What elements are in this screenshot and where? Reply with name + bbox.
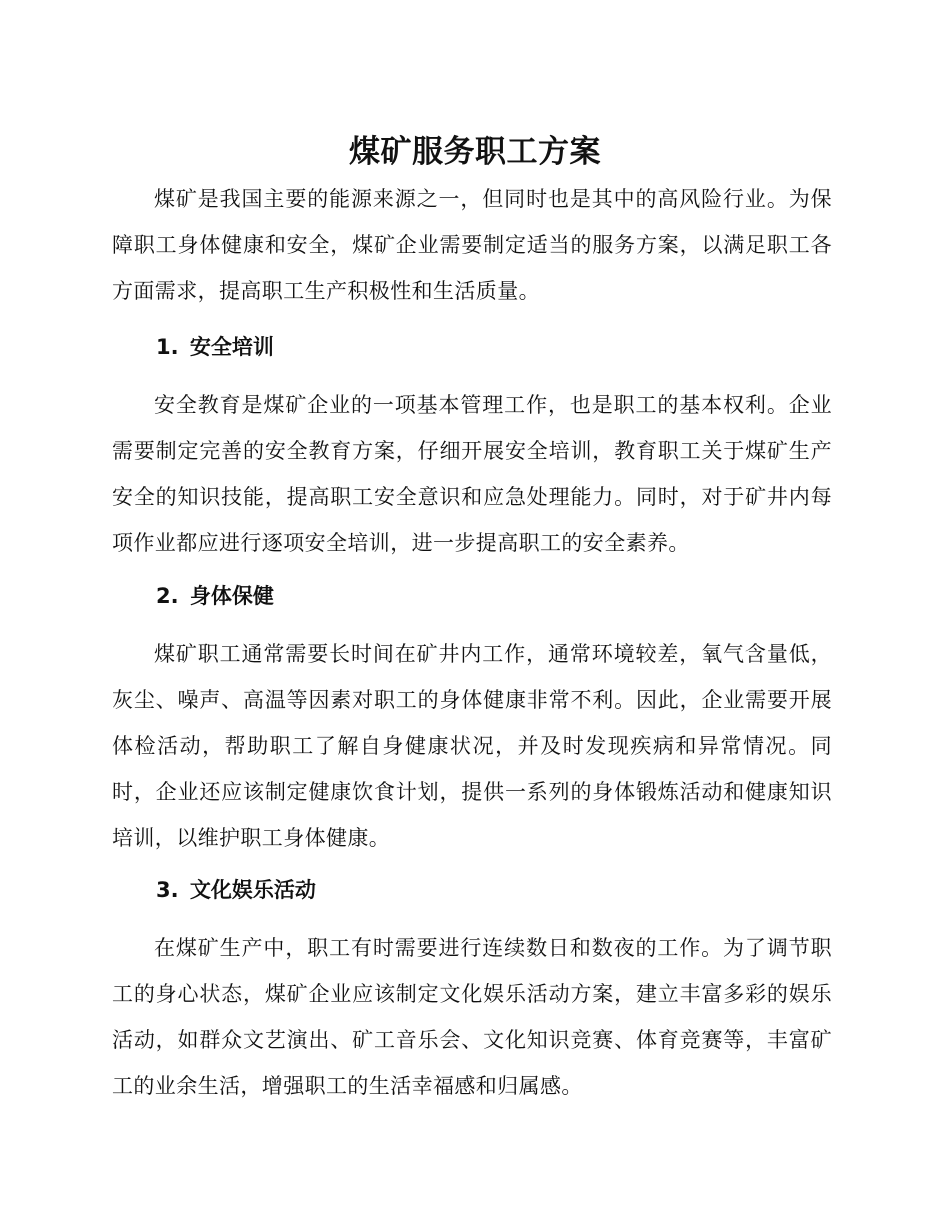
section-heading-safety-training bbox=[156, 327, 836, 367]
section-heading-cultural-activities bbox=[156, 870, 836, 910]
document-title: 煤矿服务职工方案 bbox=[349, 134, 601, 170]
intro-paragraph: 煤矿是我国主要的能源来源之一，但同时也是其中的高风险行业。为保障职工身体健康和安全，煤矿企业需要制定适当的服务方案，以满足职工各方面需求，提高职工生产积极性和生活质量。 bbox=[112, 187, 832, 303]
section-heading-health-care bbox=[156, 576, 836, 616]
section-number: 3. bbox=[156, 878, 179, 902]
section-body-safety-training: 安全教育是煤矿企业的一项基本管理工作，也是职工的基本权利。企业需要制定完善的安全教育方案，仔细开展安全培训，教育职工关于煤矿生产安全的知识技能，提高职工安全意识和应急处理能力。同时，对于矿井内每项作业都应进行逐项安全培训，进一步提高职工的安全素养。 bbox=[112, 393, 832, 555]
section-number: 2. bbox=[156, 584, 179, 608]
section-title: 安全培训 bbox=[189, 335, 274, 359]
section-title: 身体保健 bbox=[189, 584, 274, 608]
section-title: 文化娱乐活动 bbox=[189, 878, 316, 902]
section-body-health-care: 煤矿职工通常需要长时间在矿井内工作，通常环境较差，氧气含量低，灰尘、噪声、高温等因素对职工的身体健康非常不利。因此，企业需要开展体检活动，帮助职工了解自身健康状况，并及时发现疾病和异常情况。同时，企业还应该制定健康饮食计划，提供一系列的身体锻炼活动和健康知识培训，以维护职工身体健康。 bbox=[112, 642, 832, 850]
section-body-cultural-activities: 在煤矿生产中，职工有时需要进行连续数日和数夜的工作。为了调节职工的身心状态，煤矿企业应该制定文化娱乐活动方案，建立丰富多彩的娱乐活动，如群众文艺演出、矿工音乐会、文化知识竞赛、体育竞赛等，丰富矿工的业余生活，增强职工的生活幸福感和归属感。 bbox=[112, 936, 832, 1098]
section-number: 1. bbox=[156, 335, 179, 359]
